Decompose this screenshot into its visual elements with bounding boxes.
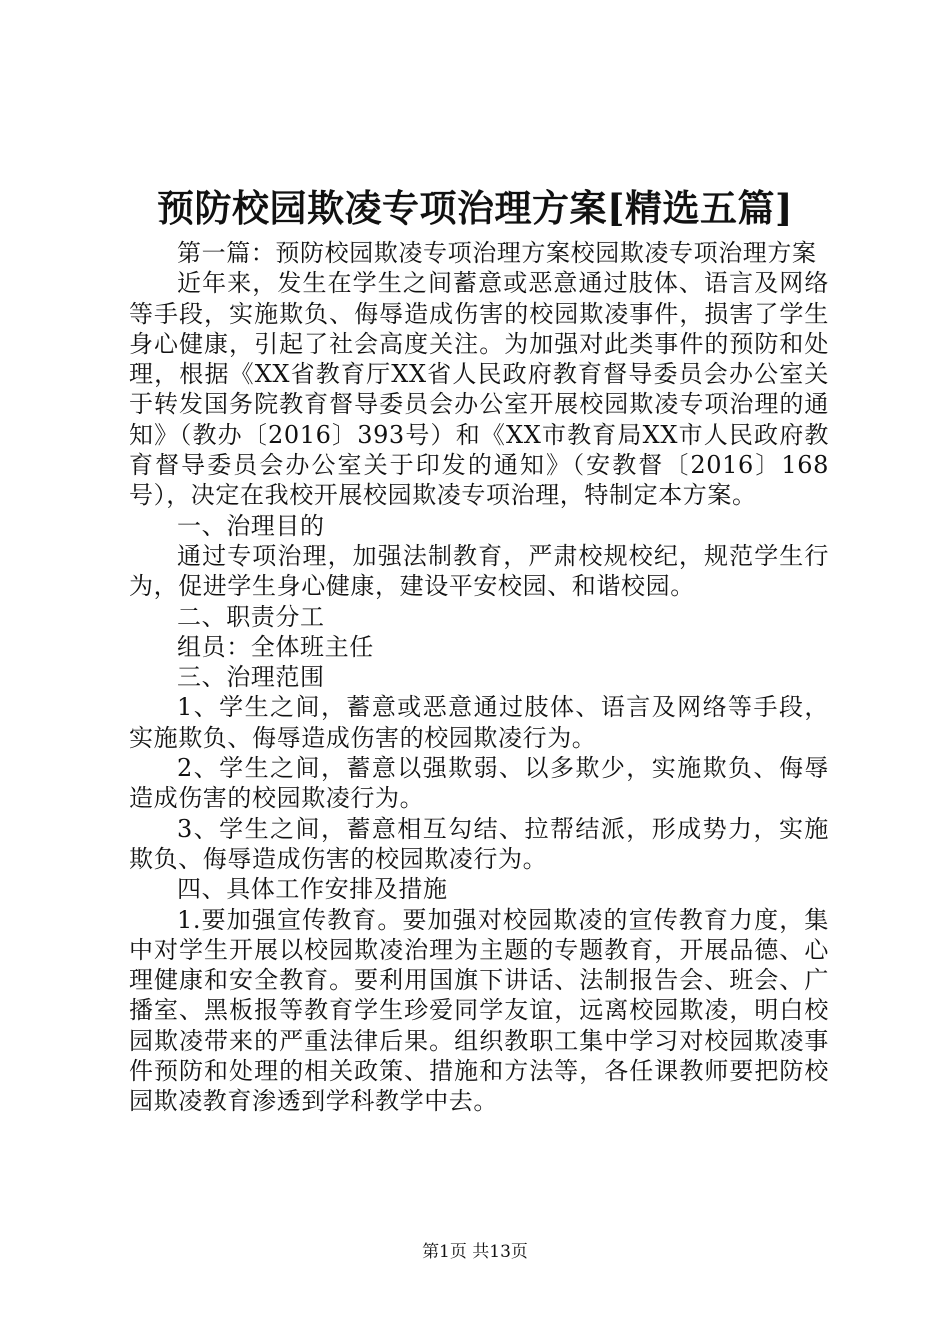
document-title: 预防校园欺凌专项治理方案[精选五篇]	[156, 186, 793, 230]
body-paragraph-intro: 近年来，发生在学生之间蓄意或恶意通过肢体、语言及网络等手段，实施欺负、侮辱造成伤害的校园欺凌事件，损害了学生身心健康，引起了社会高度关注。为加强对此类事件的预防和处理，根据《XX省教育厅XX省人民政府教育督导委员会办公室关于转发国务院教育督导委员会办公室开展校园欺凌专项治理的通知》（教办〔2016〕393号）和《XX市教育局XX市人民政府教育督导委员会办公室关于印发的通知》（安教督〔2016〕168号），决定在我校开展校园欺凌专项治理，特制定本方案。	[129, 269, 829, 510]
list-item-scope-2: 2、学生之间，蓄意以强欺弱、以多欺少，实施欺负、侮辱造成伤害的校园欺凌行为。	[129, 754, 829, 813]
list-item-scope-1: 1、学生之间，蓄意或恶意通过肢体、语言及网络等手段，实施欺负、侮辱造成伤害的校园欺凌行为。	[129, 693, 829, 752]
page-footer: 第1页 共13页	[422, 1242, 528, 1262]
body-paragraph-purpose: 通过专项治理，加强法制教育，严肃校规校纪，规范学生行为，促进学生身心健康，建设平安校园、和谐校园。	[129, 541, 829, 601]
body-paragraph-measure-1: 1.要加强宣传教育。要加强对校园欺凌的宣传教育力度，集中对学生开展以校园欺凌治理为主题的专题教育，开展品德、心理健康和安全教育。要利用国旗下讲话、法制报告会、班会、广播室、黑板报等教育学生珍爱同学友谊，远离校园欺凌，明白校园欺凌带来的严重法律后果。组织教职工集中学习对校园欺凌事件预防和处理的相关政策、措施和方法等，各任课教师要把防校园欺凌教育渗透到学科教学中去。	[129, 905, 829, 1116]
document-body	[129, 238, 829, 1117]
section-heading-chapter-one: 第一篇：预防校园欺凌专项治理方案校园欺凌专项治理方案	[177, 239, 817, 267]
section-heading-measures: 四、具体工作安排及措施	[177, 875, 448, 904]
body-paragraph-members: 组员：全体班主任	[177, 632, 374, 661]
list-item-scope-3: 3、学生之间，蓄意相互勾结、拉帮结派，形成势力，实施欺负、侮辱造成伤害的校园欺凌行为。	[129, 814, 829, 873]
section-heading-duties: 二、职责分工	[177, 602, 325, 631]
section-heading-purpose: 一、治理目的	[177, 511, 325, 540]
section-heading-scope: 三、治理范围	[177, 663, 325, 692]
